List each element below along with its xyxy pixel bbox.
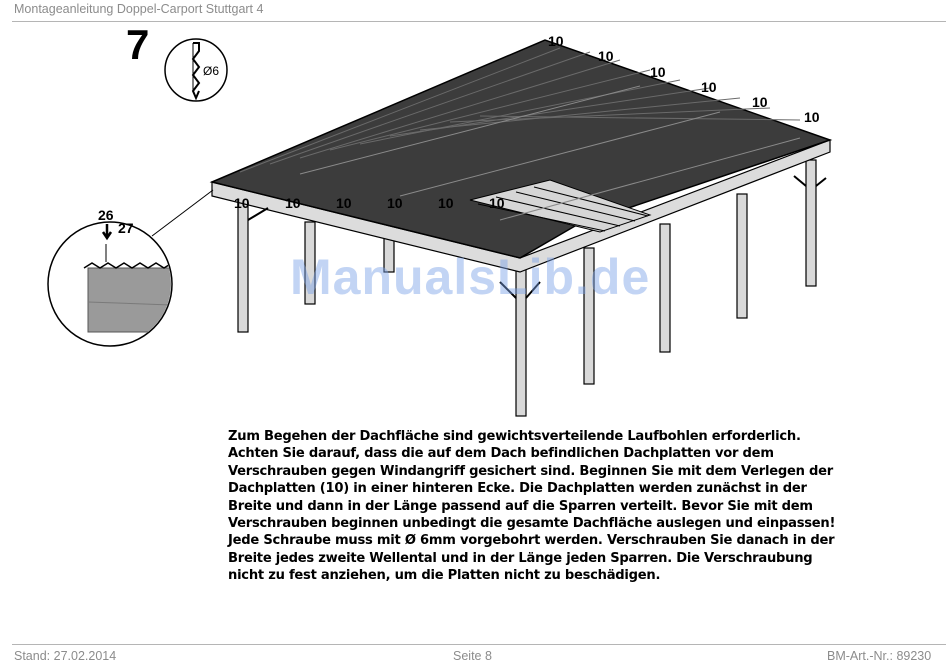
part-label: 10 [438,195,454,211]
instruction-line: Breite und dann in der Länge passend auf die Sparren verteilt. Bevor Sie mit dem [228,498,813,514]
part-label: 10 [234,195,250,211]
watermark-text: ManualsLib.de [290,249,651,305]
detail-label-27: 27 [118,220,134,236]
instruction-line: Verschrauben beginnen unbedingt die gesamte Dachfläche auslegen und einpassen! [228,516,836,532]
part-label: 10 [752,94,768,110]
part-label: 10 [804,109,820,125]
instruction-line: Breite jedes zweite Wellental und in der Länge jeden Sparren. Die Verschraubung [228,550,813,566]
part-label: 10 [650,64,666,80]
footer-page-number: Seite 8 [453,649,492,663]
footer-divider [12,644,946,645]
footer-date: Stand: 27.02.2014 [14,649,117,663]
instruction-line: Jede Schraube muss mit Ø 6mm vorgebohrt werden. Verschrauben Sie danach in der [228,533,835,549]
part-label: 10 [489,195,505,211]
instruction-line: Achten Sie darauf, dass die auf dem Dach befindlichen Dachplatten vor dem [228,446,774,462]
instruction-text [228,428,836,585]
detail-label-26: 26 [98,207,114,223]
document-header-title: Montageanleitung Doppel-Carport Stuttgart 4 [14,2,264,16]
instruction-line: Dachplatten (10) in einer hinteren Ecke. Die Dachplatten werden zunächst in der [228,481,807,497]
part-label: 10 [701,79,717,95]
drill-diameter-label: Ø6 [203,64,220,78]
part-label: 10 [598,48,614,64]
footer-article-number: BM-Art.-Nr.: 89230 [827,649,932,663]
part-label: 10 [285,195,301,211]
part-label: 10 [336,195,352,211]
instruction-line: Verschrauben gegen Windangriff gesichert sind. Beginnen Sie mit dem Verlegen der [228,463,833,479]
part-label: 10 [387,195,403,211]
part-label: 10 [548,33,564,49]
instruction-line: Zum Begehen der Dachfläche sind gewichtsverteilende Laufbohlen erforderlich. [228,429,801,444]
instruction-line: nicht zu fest anziehen, um die Platten nicht zu beschädigen. [228,568,661,584]
step-number: 7 [126,21,150,68]
